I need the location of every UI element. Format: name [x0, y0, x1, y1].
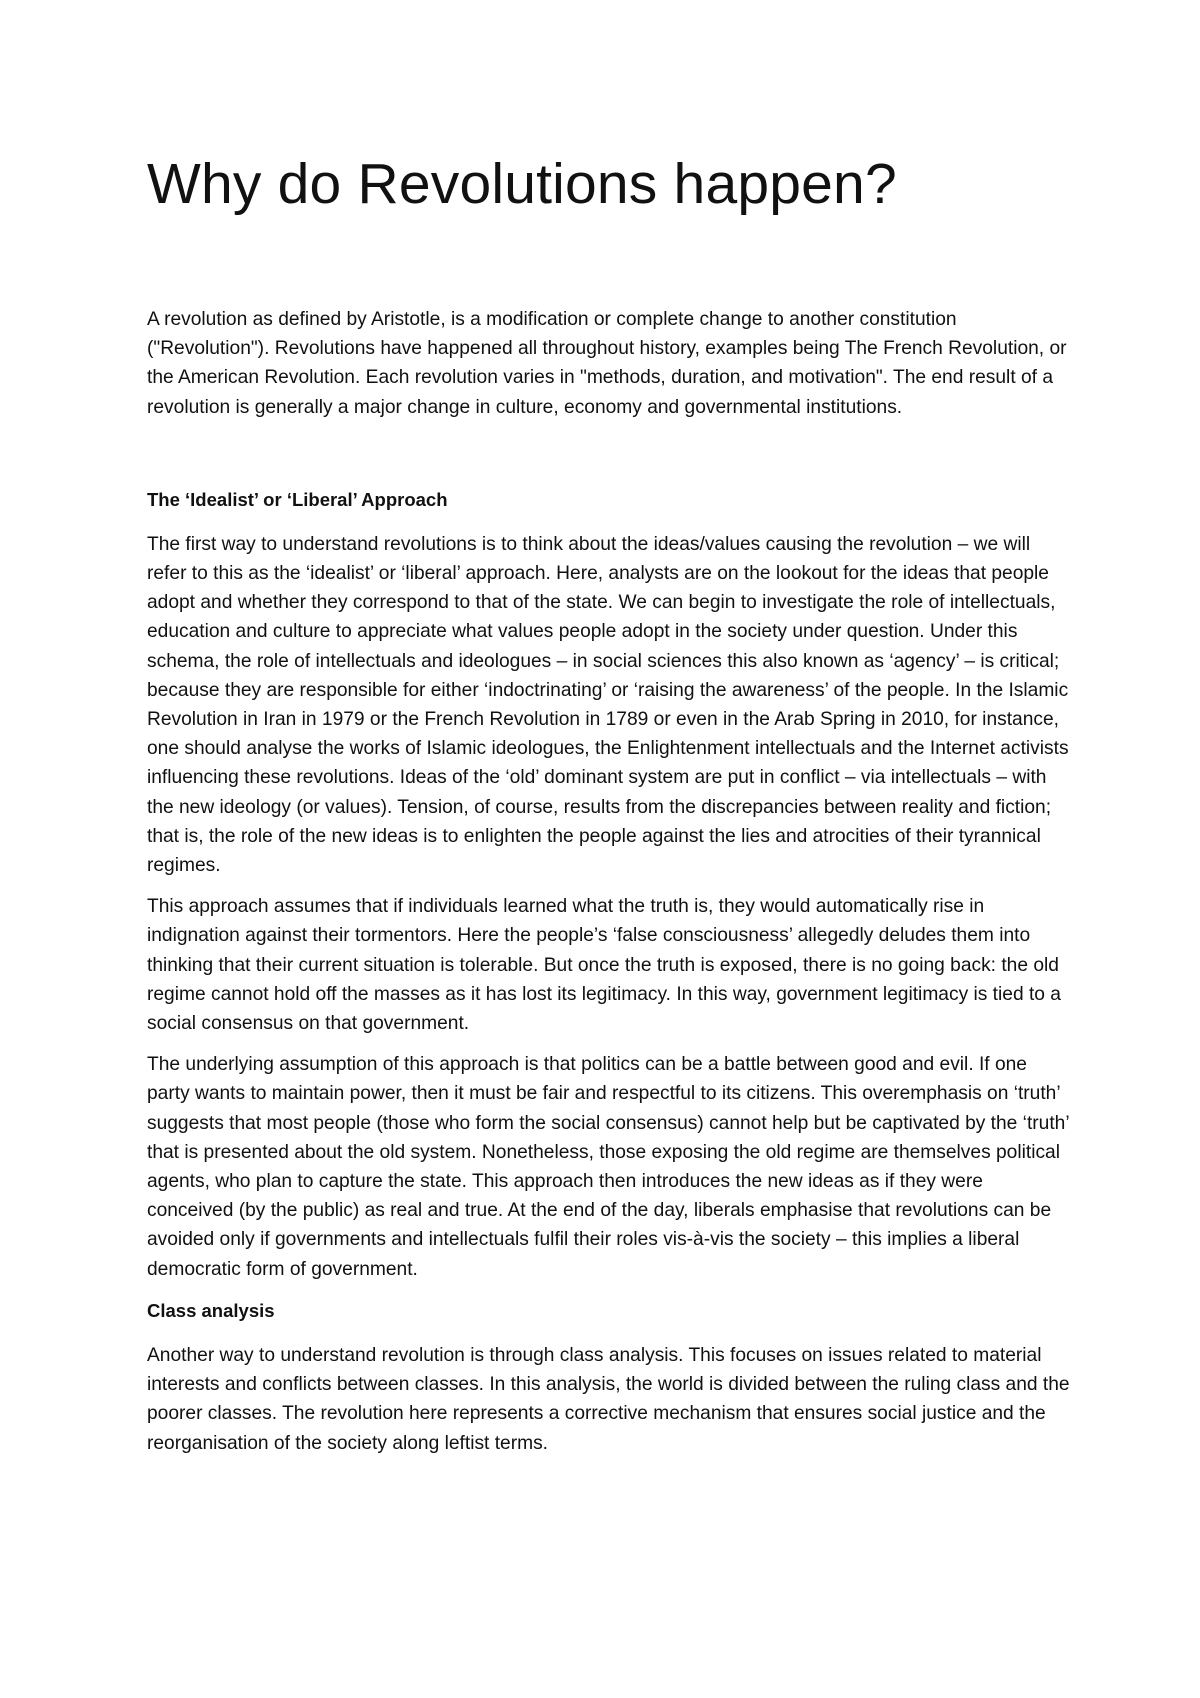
paragraph: The underlying assumption of this approach is that politics can be a battle between good and evil. If one party wants to maintain power, then it must be fair and respectful to its citizens. This overemphasis on ‘truth’ suggests that most people (those who form the social consensus) cannot help but be captivated by the ‘truth’ that is presented about the old system. Nonetheless, those exposing the old regime are themselves political agents, who plan to capture the state. This approach then introduces the new ideas as if they were conceived (by the public) as real and true. At the end of the day, liberals emphasise that revolutions can be avoided only if governments and intellectuals fulfil their roles vis-à-vis the society – this implies a liberal democratic form of government. — [147, 1054, 1069, 1280]
intro-paragraph: A revolution as defined by Aristotle, is a modification or complete change to another constitution ("Revolution"). Revolutions have happened all throughout history, examples being The French Revolution, or the American Revolution. Each revolution varies in "methods, duration, and motivation". The end result of a revolution is generally a major change in culture, economy and governmental institutions. — [147, 309, 1067, 418]
document-page — [147, 0, 1072, 1458]
section-heading-class-analysis: Class analysis — [147, 1299, 275, 1321]
paragraph: Another way to understand revolution is through class analysis. This focuses on issues related to material interests and conflicts between classes. In this analysis, the world is divided between the ruling class and the poorer classes. The revolution here represents a corrective mechanism that ensures social justice and the reorganisation of the society along leftist terms. — [147, 1344, 1070, 1454]
document-title: Why do Revolutions happen? — [147, 152, 897, 216]
paragraph: The first way to understand revolutions is to think about the ideas/values causing the revolution – we will refer to this as the ‘idealist’ or ‘liberal’ approach. Here, analysts are on the lookout for the ideas that people adopt and whether they correspond to that of the state. We can begin to investigate the role of intellectuals, education and culture to appreciate what values people adopt in the society under question. Under this schema, the role of intellectuals and ideologues – in social sciences this also known as ‘agency’ – is critical; because they are responsible for either ‘indoctrinating’ or ‘raising the awareness’ of the people. In the Islamic Revolution in Iran in 1979 or the French Revolution in 1789 or even in the Arab Spring in 2010, for instance, one should analyse the works of Islamic ideologues, the Enlightenment intellectuals and the Internet activists influencing these revolutions. Ideas of the ‘old’ dominant system are put in conflict – via intellectuals – with the new ideology (or values). Tension, of course, results from the discrepancies between reality and fiction; that is, the role of the new ideas is to enlighten the people against the lies and atrocities of their tyrannical regimes. — [147, 533, 1069, 877]
paragraph: This approach assumes that if individuals learned what the truth is, they would automatically rise in indignation against their tormentors. Here the people’s ‘false consciousness’ allegedly deludes them into thinking that their current situation is tolerable. But once the truth is exposed, there is no going back: the old regime cannot hold off the masses as it has lost its legitimacy. In this way, government legitimacy is tied to a social consensus on that government. — [147, 896, 1061, 1035]
section-heading-idealist: The ‘Idealist’ or ‘Liberal’ Approach — [147, 488, 448, 510]
